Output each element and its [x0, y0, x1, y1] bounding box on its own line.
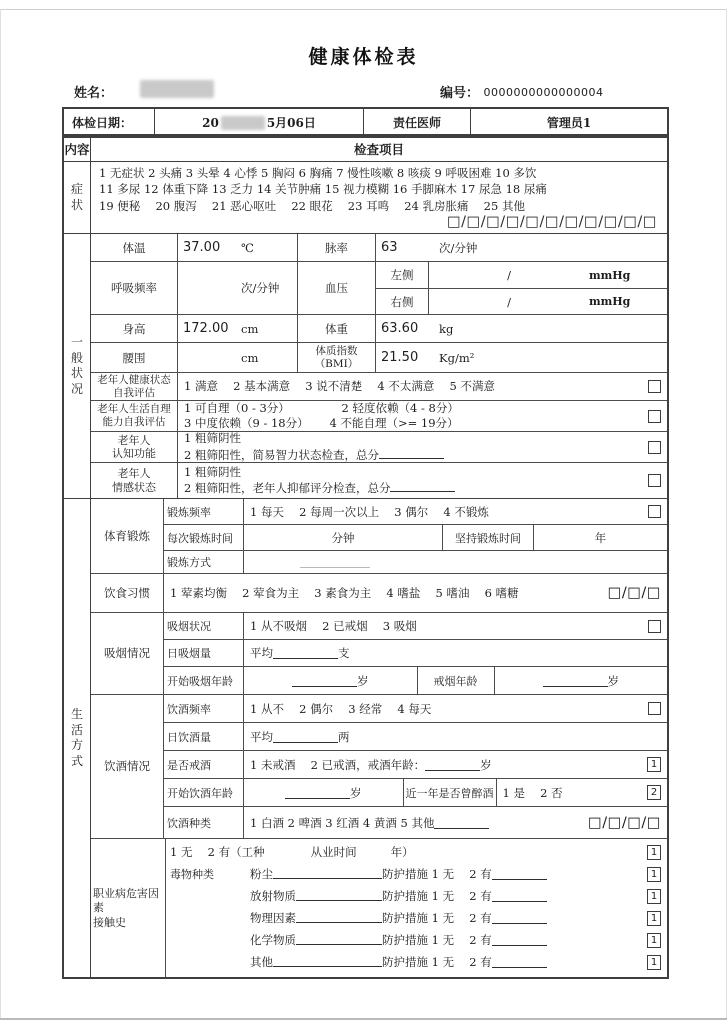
smoking-quit-unit: 岁 [607, 673, 619, 688]
bp-left-row [376, 262, 667, 288]
code-label: 编号： [440, 86, 480, 101]
blank-underline [492, 956, 547, 968]
bp-right-row [376, 288, 667, 315]
page-edge-left [0, 9, 1, 1018]
temperature-pulse-row [91, 234, 667, 261]
symptoms-line-3: 19 便秘 20 腹泻 21 恶心呕吐 22 眼花 23 耳鸣 24 乳房胀痛 25 其他 [99, 198, 525, 213]
blank-underline [273, 647, 338, 659]
symptoms-checkbox-row: □/□/□/□/□/□/□/□/□/□/□ [446, 213, 657, 230]
height-value: 172.00 [183, 321, 229, 337]
drinking-group-row [91, 694, 667, 838]
drinking-group-label: 饮酒情况 [91, 695, 164, 838]
respiration-label: 呼吸频率 [91, 262, 178, 314]
drinking-quit-unit: 岁 [480, 757, 492, 772]
drinking-quit-row [164, 750, 667, 778]
blank-underline [492, 890, 547, 902]
blank-underline [543, 675, 608, 687]
diet-row [91, 573, 667, 612]
height-weight-row [91, 314, 667, 342]
blank-underline [292, 675, 357, 687]
drinking-quit-options: 1 未戒酒 2 已戒酒，戒酒年龄： [250, 757, 426, 772]
answer-box: 1 [647, 757, 661, 772]
toxin-row-radiation [170, 885, 661, 907]
smoking-status-options: 1 从不吸烟 2 已戒烟 3 吸烟 [250, 619, 417, 634]
waist-unit: cm [241, 350, 259, 365]
bmi-value: 21.50 [381, 350, 419, 366]
page-edge-bottom [0, 1018, 727, 1020]
toxin-row-dust [170, 863, 661, 885]
smoking-start-unit: 岁 [357, 673, 369, 688]
drinking-daily-unit: 两 [338, 729, 350, 744]
symptoms-line-1: 1 无症状 2 头痛 3 头晕 4 心悸 5 胸闷 6 胸痛 7 慢性咳嗽 8 咳痰 9 呼吸困难 10 多饮 [99, 166, 537, 180]
answer-box: 2 [647, 785, 661, 800]
drinking-type-row [164, 806, 667, 838]
smoking-quit-label: 戒烟年龄 [417, 667, 495, 694]
height-label: 身高 [91, 315, 178, 342]
occ-line1-c: 年） [390, 845, 414, 860]
redacted-name-value [140, 80, 214, 98]
exam-date-label: 体检日期： [64, 109, 155, 136]
blank-underline [492, 868, 547, 880]
weight-value-cell [376, 315, 667, 342]
blank-underline [296, 890, 382, 901]
smoking-group-label: 吸烟情况 [91, 613, 164, 694]
exercise-persist-label: 坚持锻炼时间 [443, 525, 534, 550]
occupational-row [91, 838, 667, 977]
bmi-value-cell [376, 343, 667, 372]
weight-unit: kg [439, 321, 454, 336]
bmi-label: 体质指数 （BMI） [298, 343, 376, 372]
page-title: 健康体检表 [308, 46, 419, 68]
code-group [440, 82, 604, 101]
table-header-row [64, 136, 667, 161]
lifestyle-section [64, 498, 667, 977]
elderly-health-self-label: 老年人健康状态 自我评估 [91, 373, 178, 400]
pulse-unit: 次/分钟 [439, 240, 478, 255]
bmi-unit: Kg/m² [439, 350, 475, 365]
exercise-duration-row [164, 524, 667, 550]
checkbox-icon [648, 380, 661, 393]
drinking-type-checkbox-row: □/□/□/□ [588, 814, 661, 831]
redacted-date-part [221, 116, 265, 130]
exam-date-suffix: 5月06日 [266, 116, 316, 130]
smoking-daily-prefix: 平均 [250, 646, 273, 661]
drinking-type-label: 饮酒种类 [164, 807, 244, 838]
smoking-daily-unit: 支 [338, 646, 350, 661]
toxin-row-chemical [170, 929, 661, 951]
blood-pressure-block [376, 262, 667, 314]
elderly-emotion-options-cell [178, 463, 667, 498]
temperature-value: 37.00 [183, 240, 221, 256]
elderly-cognition-row [91, 431, 667, 462]
diet-group-label: 饮食习惯 [91, 574, 164, 612]
smoking-start-label: 开始吸烟年龄 [164, 667, 244, 694]
respiration-bp-row [91, 261, 667, 314]
smoking-daily-label: 日吸烟量 [164, 640, 244, 666]
elderly-health-self-row [91, 372, 667, 400]
diet-options: 1 荤素均衡 2 荤食为主 3 素食为主 4 嗜盐 5 嗜油 6 嗜糖 [170, 586, 519, 601]
elderly-selfcare-line-1: 1 可自理（0 - 3分） 2 轻度依赖（4 - 8分） [184, 400, 459, 415]
exam-date-value [155, 109, 364, 136]
blank-underline [379, 447, 444, 459]
exam-form-table [62, 134, 669, 979]
elderly-cognition-line-1: 1 粗筛阴性 [184, 431, 241, 446]
exercise-duration-unit: 分钟 [244, 525, 443, 550]
doctor-value: 管理员1 [546, 116, 592, 130]
height-value-cell [178, 315, 298, 342]
weight-value: 63.60 [381, 321, 419, 337]
smoking-daily-row [164, 639, 667, 666]
elderly-emotion-line-2: 2 粗筛阳性，老年人抑郁评分检查，总分 [184, 481, 391, 496]
diet-checkbox-row: □/□/□ [607, 585, 661, 602]
smoking-status-label: 吸烟状况 [164, 613, 244, 639]
occ-line1-b: 从业时间 [310, 845, 357, 860]
drinking-daily-prefix: 平均 [250, 729, 273, 744]
checkbox-icon [648, 505, 661, 518]
checkbox-icon [648, 620, 661, 633]
content-header: 内容 [64, 136, 91, 161]
bp-right-value: / [507, 294, 511, 309]
drinking-frequency-row [164, 695, 667, 722]
protection-label: 防护措施 1 无 2 有 [382, 933, 492, 948]
elderly-emotion-row [91, 462, 667, 498]
protection-label: 防护措施 1 无 2 有 [382, 867, 492, 882]
checkbox-icon [648, 441, 661, 454]
answer-box: 1 [647, 845, 661, 860]
drunk-label: 近一年是否曾醉酒 [403, 779, 497, 806]
exercise-group-row [91, 499, 667, 573]
toxin-type-label: 毒物种类 [170, 868, 214, 882]
checkbox-icon [648, 410, 661, 423]
bp-right-label: 右侧 [376, 289, 429, 315]
waist-label: 腰围 [91, 343, 178, 372]
protection-label: 防护措施 1 无 2 有 [382, 889, 492, 904]
protection-label: 防护措施 1 无 2 有 [382, 911, 492, 926]
occ-line1-a: 1 无 2 有（工种 [170, 845, 265, 860]
checkbox-icon [648, 474, 661, 487]
toxin-name: 化学物质 [250, 933, 296, 948]
toxin-name: 粉尘 [250, 867, 273, 882]
blank-underline [425, 759, 480, 771]
general-side-label: 一般状况 [64, 234, 91, 498]
bp-left-unit: mmHg [589, 268, 631, 282]
exercise-frequency-label: 锻炼频率 [164, 499, 244, 524]
temperature-value-cell [178, 234, 298, 261]
blank-underline [434, 817, 489, 829]
exam-date-prefix: 20 [202, 115, 219, 130]
bp-left-label: 左侧 [376, 262, 429, 288]
blank-underline [273, 731, 338, 743]
blank-underline [390, 480, 455, 492]
exercise-frequency-options: 1 每天 2 每周一次以上 3 偶尔 4 不锻炼 [250, 504, 489, 519]
meta-row [62, 80, 665, 102]
answer-box: 1 [647, 933, 661, 948]
symptoms-section [64, 161, 667, 233]
elderly-selfcare-row [91, 400, 667, 431]
exercise-method-row [164, 550, 667, 573]
checkbox-icon [648, 702, 661, 715]
waist-bmi-row [91, 342, 667, 372]
exercise-duration-label: 每次锻炼时间 [164, 525, 244, 550]
doctor-label: 责任医师 [364, 109, 471, 136]
blood-pressure-label: 血压 [298, 262, 376, 314]
occupational-group-label: 职业病危害因素 接触史 [91, 839, 166, 977]
temperature-label: 体温 [91, 234, 178, 261]
blank-underline [285, 787, 350, 799]
pulse-label: 脉率 [298, 234, 376, 261]
items-header: 检查项目 [353, 141, 404, 157]
exercise-group-label: 体育锻炼 [91, 499, 164, 573]
elderly-emotion-label: 老年人 情感状态 [91, 463, 178, 498]
respiration-unit: 次/分钟 [241, 281, 280, 296]
bp-right-unit: mmHg [589, 295, 631, 309]
exercise-frequency-row [164, 499, 667, 524]
blank-underline [300, 556, 370, 568]
height-unit: cm [241, 321, 259, 336]
lifestyle-side-label: 生活方式 [64, 499, 91, 977]
name-label: 姓名： [74, 86, 114, 101]
elderly-emotion-line-1: 1 粗筛阴性 [184, 464, 241, 479]
smoking-group-row [91, 612, 667, 694]
blank-underline [273, 868, 382, 879]
blank-underline [492, 934, 547, 946]
blank-underline [296, 912, 382, 923]
answer-box: 1 [647, 867, 661, 882]
code-value: 0000000000000004 [483, 86, 604, 99]
drinking-daily-label: 日饮酒量 [164, 723, 244, 750]
drinking-quit-label: 是否戒酒 [164, 751, 244, 778]
elderly-health-self-options-cell [178, 373, 667, 400]
drinking-frequency-label: 饮酒频率 [164, 695, 244, 722]
waist-value-cell [178, 343, 298, 372]
toxin-row-physical [170, 907, 661, 929]
general-status-section [64, 233, 667, 498]
occupational-line-1 [170, 841, 661, 863]
blank-underline [273, 956, 382, 967]
blank-underline [296, 934, 382, 945]
smoking-age-row [164, 666, 667, 694]
toxin-row-other [170, 951, 661, 973]
symptoms-content [91, 162, 667, 233]
bp-left-value: / [507, 268, 511, 283]
elderly-selfcare-options-cell [178, 401, 667, 431]
respiration-value-cell [178, 262, 298, 314]
exercise-method-label: 锻炼方式 [164, 551, 244, 573]
protection-label: 防护措施 1 无 2 有 [382, 955, 492, 970]
pulse-value: 63 [381, 240, 398, 256]
drinking-start-row [164, 778, 667, 806]
symptoms-side-label: 症状 [64, 162, 91, 233]
answer-box: 1 [647, 955, 661, 970]
toxin-name: 其他 [250, 955, 273, 970]
symptoms-line-2: 11 多尿 12 体重下降 13 乏力 14 关节肿痛 15 视力模糊 16 手脚麻木 17 尿急 18 尿痛 [99, 182, 547, 197]
drinking-start-unit: 岁 [350, 785, 362, 800]
page-edge-top [0, 9, 727, 10]
smoking-status-row [164, 613, 667, 639]
drinking-frequency-options: 1 从不 2 偶尔 3 经常 4 每天 [250, 701, 432, 716]
answer-box: 1 [647, 889, 661, 904]
blank-underline [492, 912, 547, 924]
toxin-name: 物理因素 [250, 911, 296, 926]
drinking-daily-row [164, 722, 667, 750]
drinking-start-label: 开始饮酒年龄 [164, 779, 244, 806]
temperature-unit: ℃ [241, 240, 254, 255]
pulse-value-cell [376, 234, 667, 261]
elderly-selfcare-label: 老年人生活自理 能力自我评估 [91, 401, 178, 431]
weight-label: 体重 [298, 315, 376, 342]
answer-box: 1 [647, 911, 661, 926]
drinking-type-options: 1 白酒 2 啤酒 3 红酒 4 黄酒 5 其他 [250, 815, 435, 830]
toxin-name: 放射物质 [250, 889, 296, 904]
elderly-selfcare-line-2: 3 中度依赖（9 - 18分） 4 不能自理（>= 19分） [184, 416, 459, 431]
elderly-cognition-options-cell [178, 432, 667, 462]
elderly-health-self-options: 1 满意 2 基本满意 3 说不清楚 4 不太满意 5 不满意 [184, 379, 495, 394]
elderly-cognition-line-2: 2 粗筛阳性，简易智力状态检查，总分 [184, 447, 379, 462]
exercise-persist-unit: 年 [594, 530, 607, 545]
elderly-cognition-label: 老年人 认知功能 [91, 432, 178, 462]
drunk-options: 1 是 2 否 [502, 785, 563, 800]
